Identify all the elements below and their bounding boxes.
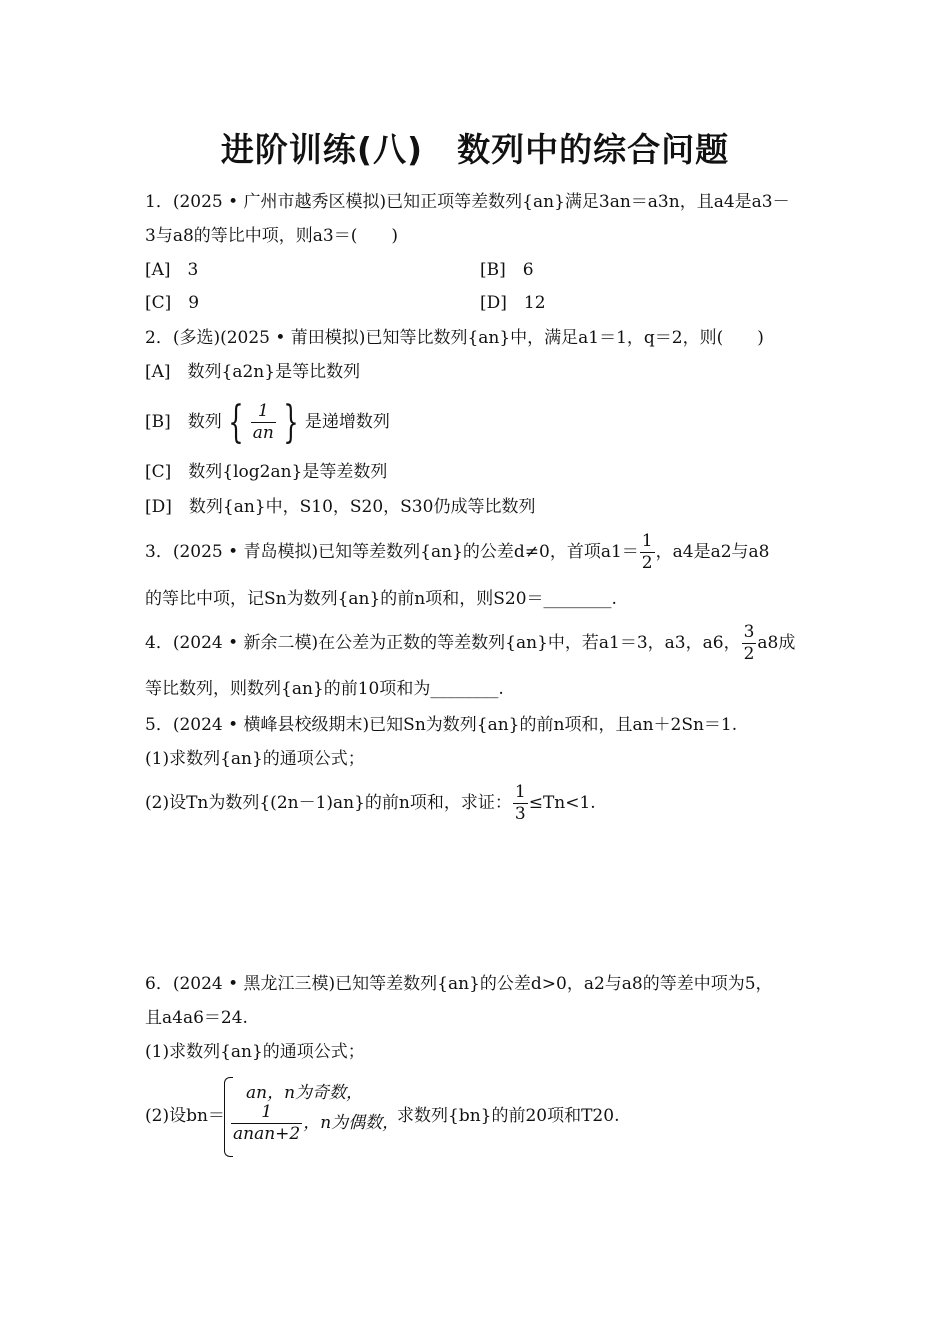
q1-option-d: [D] 12	[480, 293, 546, 313]
q3-line1-suffix: ，a4是a2与a8	[655, 542, 770, 562]
q6-case1: an，n为奇数，	[246, 1083, 364, 1103]
q6-line1: 6．(2024 • 黑龙江三模)已知等差数列{an}的公差d>0，a2与a8的等差中项为5，	[145, 974, 773, 994]
q4-denominator: 2	[743, 644, 755, 664]
q3-fraction	[640, 533, 655, 572]
q5-denominator: 3	[514, 804, 526, 824]
page-title: 进阶训练(八) 数列中的综合问题	[220, 130, 730, 169]
q6-case2-numerator: 1	[231, 1104, 302, 1124]
q6-line2: 且a4a6＝24.	[145, 1008, 248, 1028]
q2-option-b-numerator: 1	[251, 403, 276, 423]
q6-case2-denominator: anan+2	[233, 1124, 301, 1144]
q2-option-b	[145, 396, 390, 448]
right-brace: }	[283, 396, 299, 448]
q4-numerator: 3	[743, 622, 755, 642]
q2-option-c: [C] 数列{log2an}是等差数列	[145, 462, 388, 482]
q2-option-d: [D] 数列{an}中，S10，S20，S30仍成等比数列	[145, 497, 536, 517]
q5-part2-prefix: (2)设Tn为数列{(2n－1)an}的前n项和，求证：	[145, 793, 512, 813]
q3-line2: 的等比中项，记Sn为数列{an}的前n项和，则S20＝________.	[145, 589, 617, 609]
q2-option-a: [A] 数列{a2n}是等比数列	[145, 362, 361, 382]
q3-line1-prefix: 3．(2025 • 青岛模拟)已知等差数列{an}的公差d≠0，首项a1＝	[145, 542, 639, 562]
q2-option-b-fraction	[251, 403, 276, 442]
q5-part1: (1)求数列{an}的通项公式；	[145, 749, 365, 769]
q4-line1-prefix: 4．(2024 • 新余二模)在公差为正数的等差数列{an}中，若a1＝3，a3，a6，	[145, 633, 741, 653]
q3-numerator: 1	[641, 531, 653, 551]
q4-line2: 等比数列，则数列{an}的前10项和为________.	[145, 679, 504, 699]
q6-case2	[230, 1104, 399, 1143]
q2-option-b-denominator: an	[252, 423, 274, 443]
q3-line1	[145, 530, 769, 574]
q6-part2-suffix: 求数列{bn}的前20项和T20.	[397, 1106, 620, 1126]
q2-stem: 2．(多选)(2025 • 莆田模拟)已知等比数列{an}中，满足a1＝1，q＝2，则( )	[145, 328, 764, 348]
left-brace: {	[228, 396, 244, 448]
q5-part2-suffix: ≤Tn<1.	[528, 793, 596, 813]
q4-line1-suffix: a8成	[757, 633, 796, 653]
q6-part1: (1)求数列{an}的通项公式；	[145, 1042, 365, 1062]
q1-line2: 3与a8的等比中项，则a3＝( )	[145, 226, 398, 246]
q1-option-c: [C] 9	[145, 293, 200, 313]
q1-option-a: [A] 3	[145, 260, 199, 280]
q4-fraction	[742, 624, 757, 663]
q5-stem: 5．(2024 • 横峰县校级期末)已知Sn为数列{an}的前n项和，且an＋2Sn＝1.	[145, 715, 738, 735]
q5-fraction	[513, 784, 528, 823]
q1-option-b: [B] 6	[480, 260, 534, 280]
q5-numerator: 1	[514, 782, 526, 802]
q1-line1: 1．(2025 • 广州市越秀区模拟)已知正项等差数列{an}满足3an＝a3n，且a4是a3－	[145, 192, 790, 212]
q6-part2-prefix: (2)设bn＝	[145, 1106, 225, 1126]
q5-part2	[145, 781, 596, 825]
q6-case2-condition: ，n为偶数，	[303, 1113, 400, 1133]
q2-option-b-suffix: 是递增数列	[304, 412, 390, 432]
q6-case2-fraction	[231, 1104, 302, 1143]
q3-denominator: 2	[641, 553, 653, 573]
q2-option-b-prefix: [B] 数列	[145, 412, 222, 432]
q4-line1	[145, 621, 795, 665]
